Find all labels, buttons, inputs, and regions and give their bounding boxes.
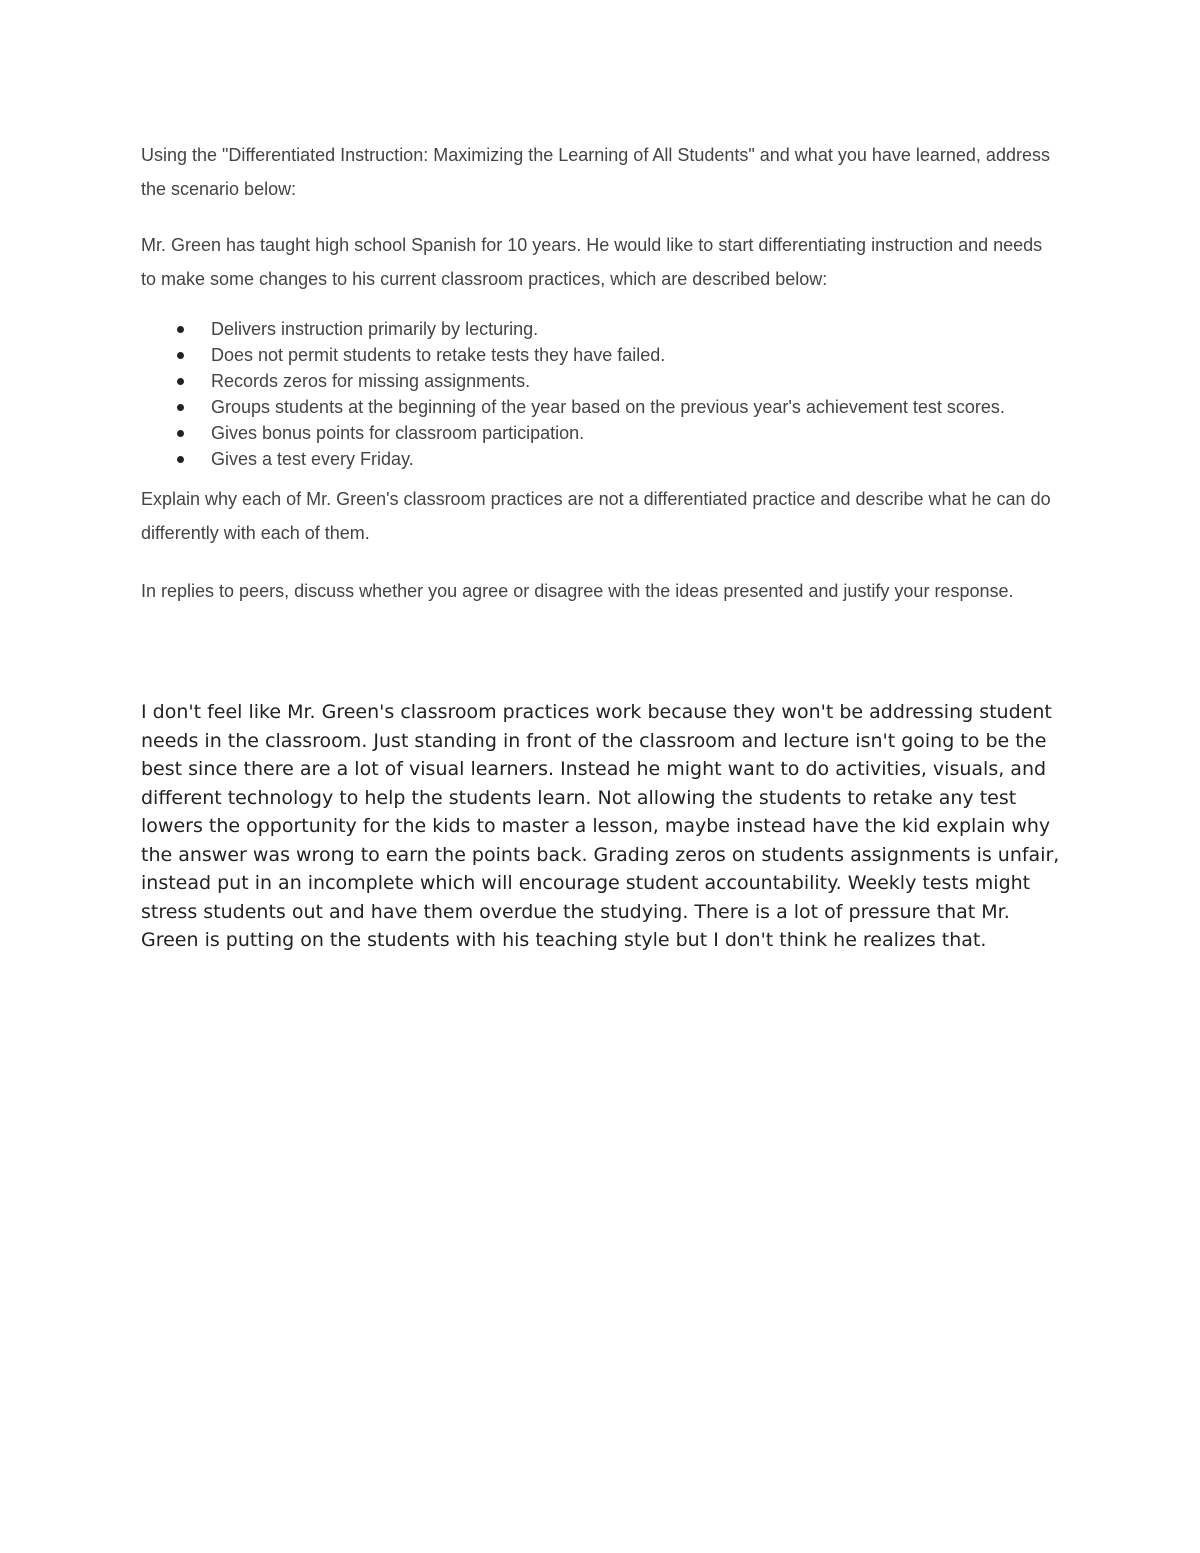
list-item <box>141 394 1061 420</box>
prompt-intro: Using the "Differentiated Instruction: Maximizing the Learning of All Students" and what you have learned, address the scenario below: <box>141 145 1050 199</box>
bullet-icon <box>177 326 184 333</box>
list-item <box>141 446 1061 472</box>
list-item-text: Gives a test every Friday. <box>211 449 414 469</box>
assignment-prompt <box>141 138 1061 632</box>
bullet-icon <box>177 404 184 411</box>
bullet-icon <box>177 456 184 463</box>
list-item-text: Does not permit students to retake tests they have failed. <box>211 345 666 365</box>
list-item <box>141 368 1061 394</box>
list-item <box>141 316 1061 342</box>
bullet-icon <box>177 352 184 359</box>
list-item-text: Groups students at the beginning of the year based on the previous year's achievement test scores. <box>211 397 1005 417</box>
prompt-replies: In replies to peers, discuss whether you agree or disagree with the ideas presented and justify your response. <box>141 581 1014 601</box>
list-item-text: Gives bonus points for classroom participation. <box>211 423 585 443</box>
practices-list <box>141 316 1061 472</box>
list-item <box>141 342 1061 368</box>
student-response: I don't feel like Mr. Green's classroom practices work because they won't be addressing student needs in the classroom. Just standing in front of the classroom and lecture isn't going to be the best since there are a lot of visual learners. Instead he might want to do activities, visuals, and different technology to help the students learn. Not allowing the students to retake any test lowers the opportunity for the kids to master a lesson, maybe instead have the kid explain why the answer was wrong to earn the points back. Grading zeros on students assignments is unfair, instead put in an incomplete which will encourage student accountability. Weekly tests might stress students out and have them overdue the studying. There is a lot of pressure that Mr. Green is putting on the students with his teaching style but I don't think he realizes that. <box>141 701 1060 951</box>
list-item-text: Records zeros for missing assignments. <box>211 371 531 391</box>
list-item <box>141 420 1061 446</box>
bullet-icon <box>177 430 184 437</box>
prompt-task: Explain why each of Mr. Green's classroom practices are not a differentiated practice and describe what he can do differently with each of them. <box>141 489 1051 543</box>
bullet-icon <box>177 378 184 385</box>
list-item-text: Delivers instruction primarily by lecturing. <box>211 319 539 339</box>
prompt-scenario: Mr. Green has taught high school Spanish for 10 years. He would like to start differentiating instruction and needs to make some changes to his current classroom practices, which are described below: <box>141 235 1043 289</box>
